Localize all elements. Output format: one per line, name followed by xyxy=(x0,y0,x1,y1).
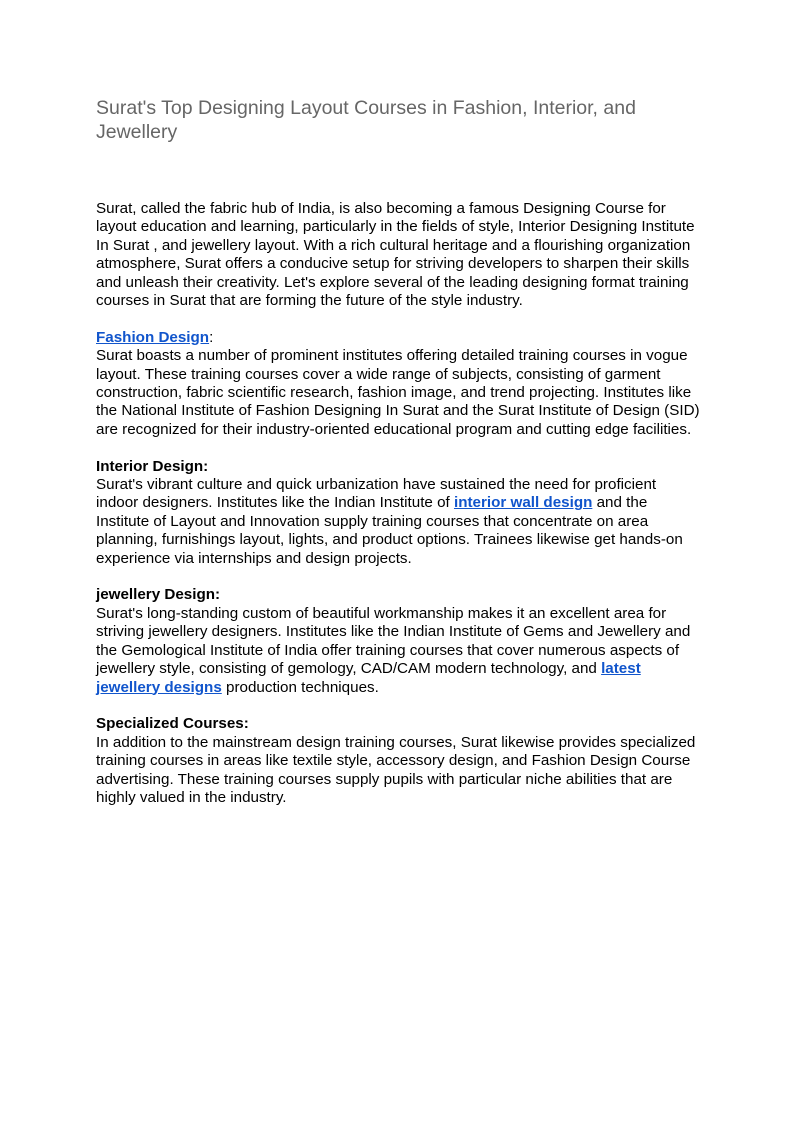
jewellery-body-after: production techniques. xyxy=(221,678,379,696)
specialized-body: In addition to the mainstream design training courses, Surat likewise provides specialized training courses in areas like textile style, accessory design, and Fashion Design Course advertising. These training courses supply pupils with particular niche abilities that are highly valued in the industry. xyxy=(96,733,696,806)
specialized-heading: Specialized Courses: xyxy=(96,715,249,733)
fashion-design-link[interactable]: Fashion Design xyxy=(96,328,210,346)
document-page xyxy=(96,96,700,807)
jewellery-body xyxy=(96,605,700,697)
fashion-heading-colon: : xyxy=(209,328,214,346)
interior-body-after: and the Institute of Layout and Innovation supply training courses that concentrate on area planning, furnishings layout, lights, and product options. Trainees likewise get hands-on experience via internships and design projects. xyxy=(96,494,683,567)
interior-body xyxy=(96,476,700,568)
section-interior-design xyxy=(96,458,700,568)
interior-body-before: Surat's vibrant culture and quick urbanization have sustained the need for proficient indoor designers. Institutes like the Indian Institute of xyxy=(96,476,657,512)
jewellery-heading: jewellery Design: xyxy=(96,586,221,604)
interior-wall-design-link[interactable]: interior wall design xyxy=(453,494,593,512)
latest-jewellery-designs-link[interactable]: latest jewellery designs xyxy=(96,660,641,696)
fashion-heading xyxy=(96,329,700,347)
interior-heading: Interior Design: xyxy=(96,457,209,475)
intro-paragraph: Surat, called the fabric hub of India, is also becoming a famous Designing Course for layout education and learning, particularly in the fields of style, Interior Designing Institute In Surat , and jewellery layout. With a rich cultural heritage and a flourishing organization atmosphere, Surat offers a conducive setup for striving developers to sharpen their skills and unleash their creativity. Let's explore several of the leading designing format training courses in Surat that are forming the future of the style industry. xyxy=(96,200,695,310)
section-jewellery-design xyxy=(96,586,700,696)
jewellery-body-before: Surat's long-standing custom of beautiful workmanship makes it an excellent area for striving jewellery designers. Institutes like the Indian Institute of Gems and Jewellery and the Gemological Institute of India offer training courses that cover numerous aspects of jewellery style, consisting of gemology, CAD/CAM modern technology, and xyxy=(96,604,691,678)
fashion-body: Surat boasts a number of prominent institutes offering detailed training courses in vogue layout. These training courses cover a wide range of subjects, consisting of garment construction, fabric scientific research, fashion image, and trend projecting. Institutes like the National Institute of Fashion Designing In Surat and the Surat Institute of Design (SID) are recognized for their industry-oriented educational program and cutting edge facilities. xyxy=(96,347,700,438)
section-fashion-design xyxy=(96,329,700,439)
document-title: Surat's Top Designing Layout Courses in Fashion, Interior, and Jewellery xyxy=(96,97,636,143)
section-specialized-courses xyxy=(96,715,700,807)
